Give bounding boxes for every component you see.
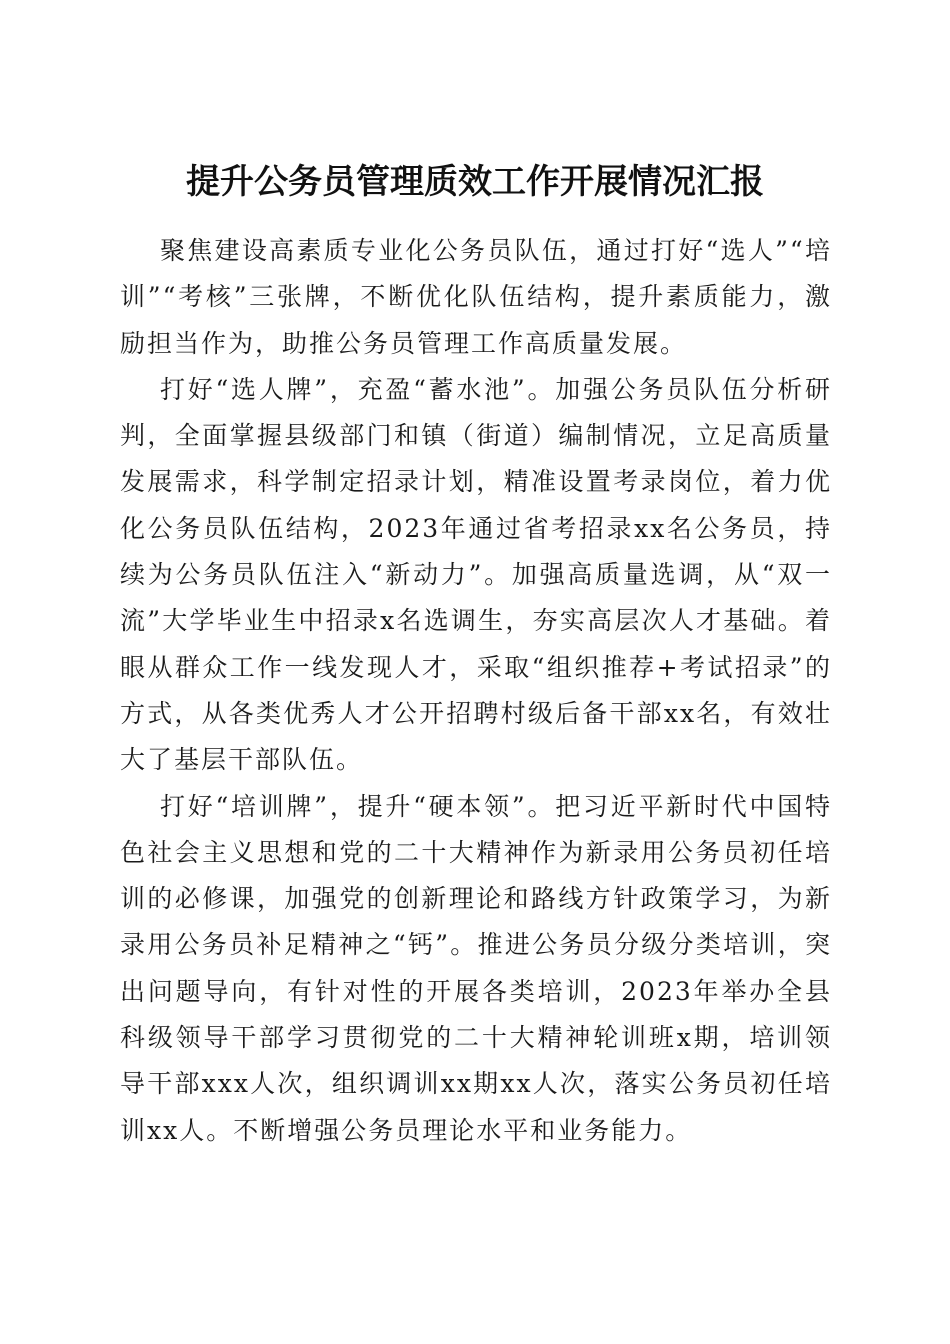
paragraph-intro: 聚焦建设高素质专业化公务员队伍，通过打好“选人”“培训”“考核”三张牌，不断优化队伍结构，提升素质能力，激励担当作为，助推公务员管理工作高质量发展。 [120, 236, 832, 358]
document-body [120, 228, 832, 1154]
paragraph-training: 打好“培训牌”，提升“硬本领”。把习近平新时代中国特色社会主义思想和党的二十大精神作为新录用公务员初任培训的必修课，加强党的创新理论和路线方针政策学习，为新录用公务员补足精神之“钙”。推进公务员分级分类培训，突出问题导向，有针对性的开展各类培训，2023年举办全县科级领导干部学习贯彻党的二十大精神轮训班x期，培训领导干部xxx人次，组织调训xx期xx人次，落实公务员初任培训xx人。不断增强公务员理论水平和业务能力。 [120, 791, 832, 1145]
document-title: 提升公务员管理质效工作开展情况汇报 [186, 161, 764, 202]
paragraph-recruitment: 打好“选人牌”，充盈“蓄水池”。加强公务员队伍分析研判，全面掌握县级部门和镇（街道）编制情况，立足高质量发展需求，科学制定招录计划，精准设置考录岗位，着力优化公务员队伍结构，2023年通过省考招录xx名公务员，持续为公务员队伍注入“新动力”。加强高质量选调，从“双一流”大学毕业生中招录x名选调生，夯实高层次人才基础。着眼从群众工作一线发现人才，采取“组织推荐+考试招录”的方式，从各类优秀人才公开招聘村级后备干部xx名，有效壮大了基层干部队伍。 [120, 374, 832, 775]
